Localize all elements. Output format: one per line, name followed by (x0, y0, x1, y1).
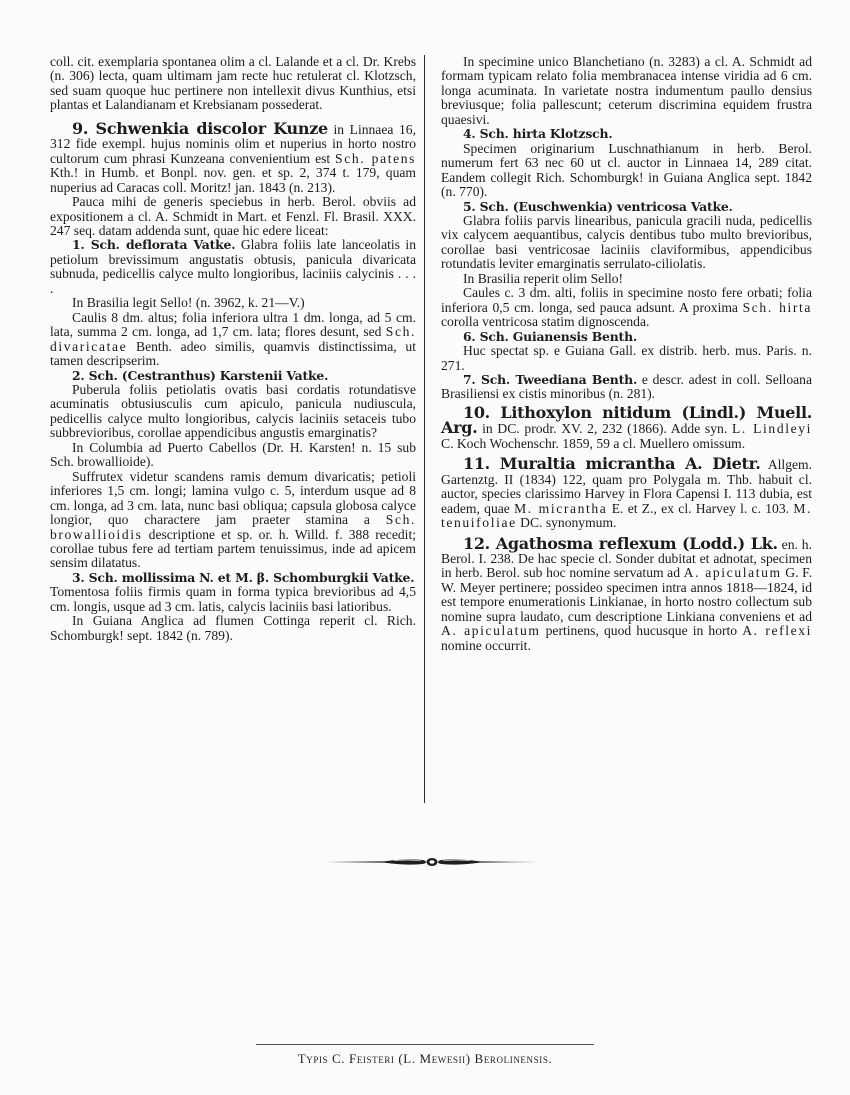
entry-9-text-b: Kth.! in Humb. et Bonpl. nov. gen. et sp. 2, 374 t. 179, quam nuperius ad Caracas coll. Moritz! jan. 1843 (n. 213). (50, 165, 416, 195)
species-1-desc-a: Caulis 8 dm. altus; folia inferiora ultra 1 dm. longa, ad 5 cm. lata, summa 2 cm. longa, ad 1,7 cm. lata; flores desunt, sed (50, 309, 416, 340)
species-2-heading-line (50, 369, 416, 383)
entry-11-text-a: Allgem. Gartenztg. II (1834) 122, quam pro Polygala m. Thb. habuit cl. auctor, species clarissimo Harvey in Flora Capensi I. 113 dubia, est eadem, quae (441, 457, 812, 516)
entry-12-spaced-c: A. reflexi (742, 623, 812, 639)
species-1 (50, 238, 416, 296)
species-5-heading: 5. Sch. (Euschwenkia) ventricosa Vatke. (463, 198, 733, 214)
entry-10-heading: 10. Lithoxylon nitidum (Lindl.) Muell. Arg. (441, 402, 812, 438)
species-1-text: Glabra foliis late lanceolatis in petiolum brevissimum angustatis obtusis, panicula divaricata subnuda, pedicellis calyce multo longioribus, laciniis calycinis . . . . (50, 237, 416, 296)
species-3-heading: 3. Sch. mollissima N. et M. β. Schomburgkii Vatke. (72, 569, 415, 585)
entry-10-text-a: in DC. prodr. XV. 2, 232 (1866). Adde syn. (482, 421, 732, 437)
species-7-heading: 7. Sch. Tweediana Benth. (463, 371, 638, 387)
species-2-spaced-name: Sch. browallioidis (50, 512, 416, 542)
species-7-text: e descr. adest in coll. Selloana Brasiliensi ex cistis minoribus (n. 281). (441, 371, 812, 402)
species-4-heading-line (441, 127, 812, 141)
entry-12-text-d: nomine occurrit. (441, 637, 531, 653)
species-2-locality: In Columbia ad Puerto Cabellos (Dr. H. Karsten! n. 15 sub Sch. browallioide). (50, 439, 416, 470)
paragraph-continuation: coll. cit. exemplaria spontanea olim a cl. Lalande et a cl. Dr. Krebs (n. 306) lecta, quam ultimam jam recte huc retulerat cl. Klotzsch, sed suam quoque huc pertinere non intellexit divus Kunthius, etsi plantas et Lalandianam et Krebsianam possederat. (50, 54, 416, 113)
entry-11-text-c: DC. synonymum. (516, 515, 617, 531)
species-5-desc-a: Caules c. 3 dm. alti, foliis in specimine nosto fere orbati; folia inferiora 0,5 cm. longa, sed pauca adsunt. A proxima (441, 285, 812, 315)
entry-12-spaced-b: A. apiculatum (441, 623, 541, 639)
species-2-text: Puberula foliis petiolatis ovatis basi cordatis rotundatisve acuminatis obtusiusculis cum apiculo, panicula nudiuscula, pedicellis calyce multo longioribus, calycis laciniis setaceis tubo subbrevioribus, corollae appendicibus angustis emarginatis? (50, 381, 416, 441)
species-5-heading-line (441, 200, 812, 214)
entry-11-spaced-b: M. tenuifoliae (441, 500, 813, 531)
species-1-heading: 1. Sch. deflorata Vatke. (72, 237, 236, 253)
species-2-desc-b: descriptione et sp. or. h. Willd. f. 388 recedit; corollae tubus fere ad tertiam partem tenuissimus, inde ad apicem sensim dilatatus. (50, 526, 416, 571)
entry-9-spaced-name: Sch. patens (335, 150, 416, 166)
entry-11-heading: 11. Muraltia micrantha A. Dietr. (463, 454, 761, 474)
species-7 (441, 373, 812, 402)
species-6-heading-line (441, 330, 812, 344)
species-3-locality: In Guiana Anglica ad flumen Cottinga reperit cl. Rich. Schomburgk! sept. 1842 (n. 789). (50, 613, 416, 643)
entry-12 (441, 533, 812, 654)
species-5-text: Glabra foliis parvis linearibus, panicula gracili nuda, pedicellis vix calycem aequantibus, calycis dentibus tubo multo brevioribus, corollae basi ventricosae laciniis claviformibus, appendicibus rotundatis leviter emarginatis serrulato-ciliolatis. (441, 212, 812, 272)
species-6-heading: 6. Sch. Guianensis Benth. (463, 328, 637, 344)
species-6-text: Huc spectat sp. e Guiana Gall. ex distrib. herb. mus. Paris. n. 271. (441, 343, 812, 373)
species-3-heading-line (50, 571, 416, 585)
column-divider (424, 55, 425, 803)
entry-12-text-c: pertinens, quod hucusque in horto (540, 623, 743, 639)
species-2-heading: 2. Sch. (Cestranthus) Karstenii Vatke. (72, 367, 329, 383)
species-5-desc-b: corolla ventricosa statim dignoscenda. (441, 314, 650, 330)
species-4-heading: 4. Sch. hirta Klotzsch. (463, 126, 613, 142)
left-column (50, 55, 416, 643)
entry-9-heading: 9. Schwenkia discolor Kunze (72, 118, 328, 138)
right-column (441, 55, 812, 653)
species-1-spaced-name: Sch. divaricatae (50, 324, 416, 354)
entry-10 (441, 402, 813, 451)
species-1-locality: In Brasilia legit Sello! (n. 3962, k. 21—V.) (72, 295, 305, 311)
printer-imprint: Typis C. Feisteri (L. Mewesii) Berolinensis. (297, 1051, 553, 1066)
species-4-text: Specimen originarium Luschnathianum in herb. Berol. numerum fert 63 nec 60 ut cl. auctor in Linnaea 14, 289 citat. Eandem collegit Rich. Schomburgk! in Guiana Anglica sept. 1842 (n. 770). (441, 140, 812, 200)
species-2-desc-a: Suffrutex videtur scandens ramis demum divaricatis; petioli inferiores 1,5 cm. longi; lamina vulgo c. 5, interdum usque ad 8 cm. longa, ad 3 cm. lata, nunc basi obliqua; capsula globosa calyce longior, quo charactere jam praeter stamina a (50, 468, 416, 528)
entry-12-heading: 12. Agathosma reflexum (Lodd.) Lk. (463, 533, 778, 553)
entry-9-text-a: in Linnaea 16, 312 fide exempl. hujus nominis olim et nuperius in horto nostro cultorum cum phrasi Kunzeana convenientium est (50, 121, 416, 166)
entry-12-text-b: G. F. W. Meyer pertinere; possideo specimen intra annos 1818—1824, id est tempore enumerationis Linkianae, in horto nostro collectum sub nomine supra laudato, cum descriptione Linkiana conveniens et ad (441, 565, 812, 624)
entry-12-spaced-a: A. apiculatum (683, 565, 782, 581)
entry-10-spaced-name: L. Lindleyi (731, 421, 813, 437)
species-2-description (50, 470, 416, 571)
species-5-locality: In Brasilia reperit olim Sello! (463, 270, 624, 286)
paragraph-blanchetiano: In specimine unico Blanchetiano (n. 3283) a cl. A. Schmidt ad formam typicam relato folia membranacea intense viridia ad 6 cm. longa acuminata. In varietate nostra indumentum paullo densius breviusque; folia pallescunt; ceterum discrimina equidem frustra quaesivi. (441, 54, 812, 127)
species-5-spaced-name: Sch. hirta (742, 299, 812, 315)
footer-rule (256, 1044, 594, 1045)
entry-11 (441, 454, 813, 531)
paragraph-pauca: Pauca mihi de generis speciebus in herb. Berol. obviis ad expositionem a cl. A. Schmidt in Mart. et Fenzl. Fl. Brasil. XXX. 247 seq. datam addenda sunt, quae hic edere liceat: (50, 194, 416, 238)
species-3-text: Tomentosa foliis firmis quam in forma typica brevioribus ad 4,5 cm. longis, usque ad 3 cm. latis, calycis laciniis basi latioribus. (50, 584, 416, 614)
entry-12-text-a: en. h. Berol. I. 238. De hac specie cl. Sonder dubitat et adnotat, specimen in herb. Berol. sub hoc nomine servatum ad (441, 536, 812, 581)
entry-10-text-b: C. Koch Wochenschr. 1859, 59 a cl. Muellero omissum. (441, 435, 746, 451)
entry-11-spaced-a: M. micrantha (514, 500, 608, 516)
entry-11-text-b: E. et Z., ex cl. Harvey l. c. 103. (607, 500, 794, 516)
species-1-desc-b: Benth. adeo similis, quamvis distinctissima, ut tamen descripserim. (50, 338, 416, 369)
species-1-description (50, 311, 416, 369)
entry-9 (50, 118, 416, 195)
species-5-description (441, 286, 812, 329)
tailpiece-ornament-icon (324, 852, 540, 872)
